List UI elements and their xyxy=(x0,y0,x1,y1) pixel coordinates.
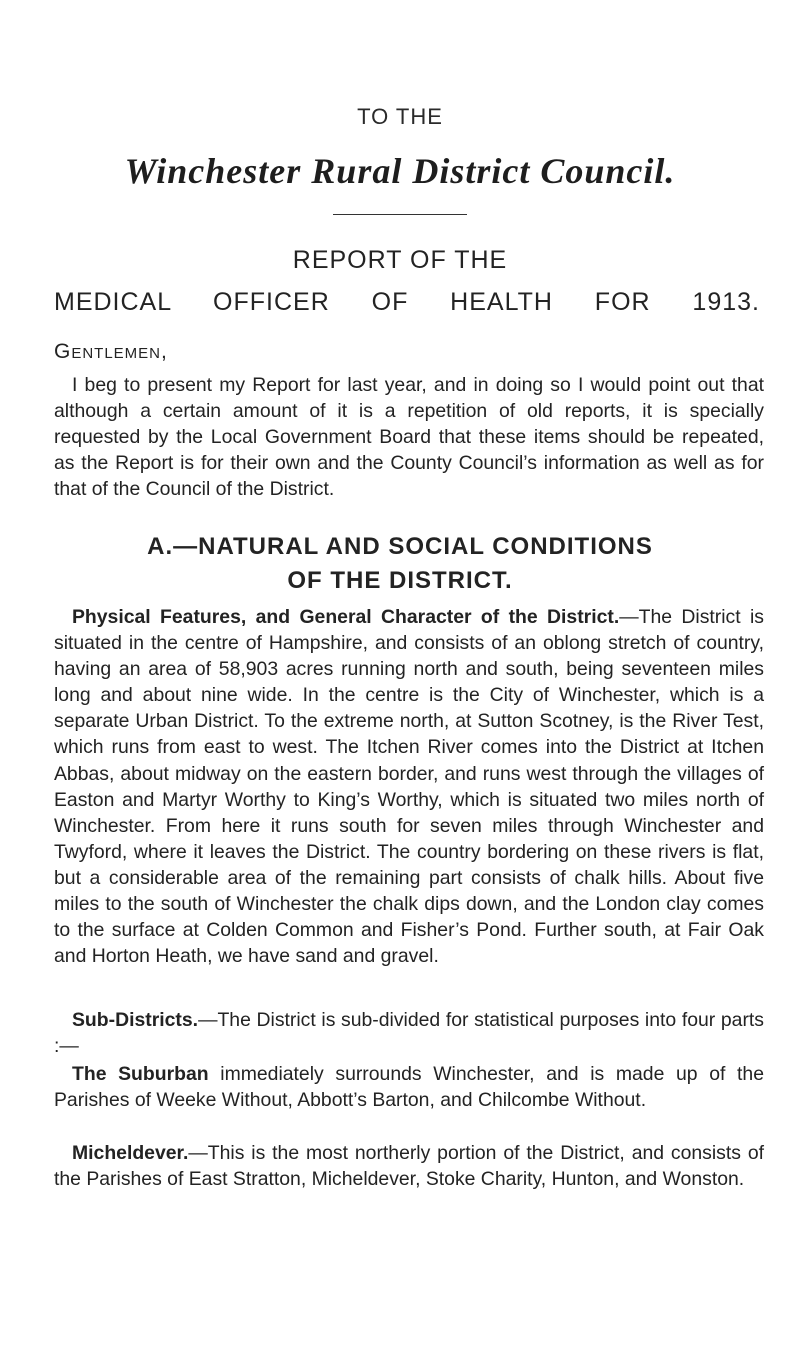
micheldever-text: —This is the most northerly portion of the District, and consists of the Parishes of East Stratton, Micheldever, Stoke Charity, Hunton, and Wonston. xyxy=(54,1142,764,1191)
suburban-lead: The Suburban xyxy=(72,1063,209,1085)
report-title-line-2: MEDICAL OFFICER OF HEALTH FOR 1913. xyxy=(54,288,760,316)
physical-features-paragraph xyxy=(54,604,764,969)
section-a-heading-line-1: A.—NATURAL AND SOCIAL CONDITIONS xyxy=(147,533,653,560)
subdistricts-paragraph xyxy=(54,1007,764,1059)
intro-paragraph: I beg to present my Report for last year, and in doing so I would point out that although a certain amount of it is a repetition of old reports, it is specially requested by the Local Government Board that these items should be repeated, as the Report is for their own and the County Council’s information as well as for that of the Council of the District. xyxy=(54,374,764,501)
addressee-line: TO THE xyxy=(357,104,443,129)
council-name-title: Winchester Rural District Council. xyxy=(124,151,676,191)
micheldever-lead: Micheldever. xyxy=(72,1142,189,1164)
section-a-heading-line-2: OF THE DISTRICT. xyxy=(287,567,513,594)
suburban-paragraph xyxy=(54,1061,764,1113)
subdistricts-lead: Sub-Districts. xyxy=(72,1009,199,1031)
physical-features-lead: Physical Features, and General Character of the District. xyxy=(72,606,620,628)
subdistricts-text: —The District is sub-divided for statistical purposes into four parts :— xyxy=(54,1009,764,1058)
salutation: Gentlemen, xyxy=(54,340,168,363)
title-divider xyxy=(333,214,467,215)
suburban-text: immediately surrounds Winchester, and is made up of the Parishes of Weeke Without, Abbott’s Barton, and Chilcombe Without. xyxy=(54,1063,765,1112)
physical-features-text: —The District is situated in the centre of Hampshire, and consists of an oblong stretch of country, having an area of 58,903 acres running north and south, being seventeen miles long and about nine wide. In the centre is the City of Winchester, which is a separate Urban District. To the extreme north, at Sutton Scotney, is the River Test, which runs from east to west. The Itchen River comes into the District at Itchen Abbas, about midway on the eastern border, and runs west through the villages of Easton and Martyr Worthy to King’s Worthy, which is situated two miles north of Winchester. From here it runs south for seven miles through Winchester and Twyford, where it leaves the District. The country bordering on these rivers is flat, but a considerable area of the remaining part consists of chalk hills. About five miles to the south of Winchester the chalk dips down, and the London clay comes to the surface at Colden Common and Fisher’s Pond. Further south, at Fair Oak and Horton Heath, we have sand and gravel. xyxy=(54,606,765,968)
section-a-heading xyxy=(0,530,800,598)
report-title-line-1: REPORT OF THE xyxy=(292,246,508,274)
micheldever-paragraph xyxy=(54,1140,764,1192)
